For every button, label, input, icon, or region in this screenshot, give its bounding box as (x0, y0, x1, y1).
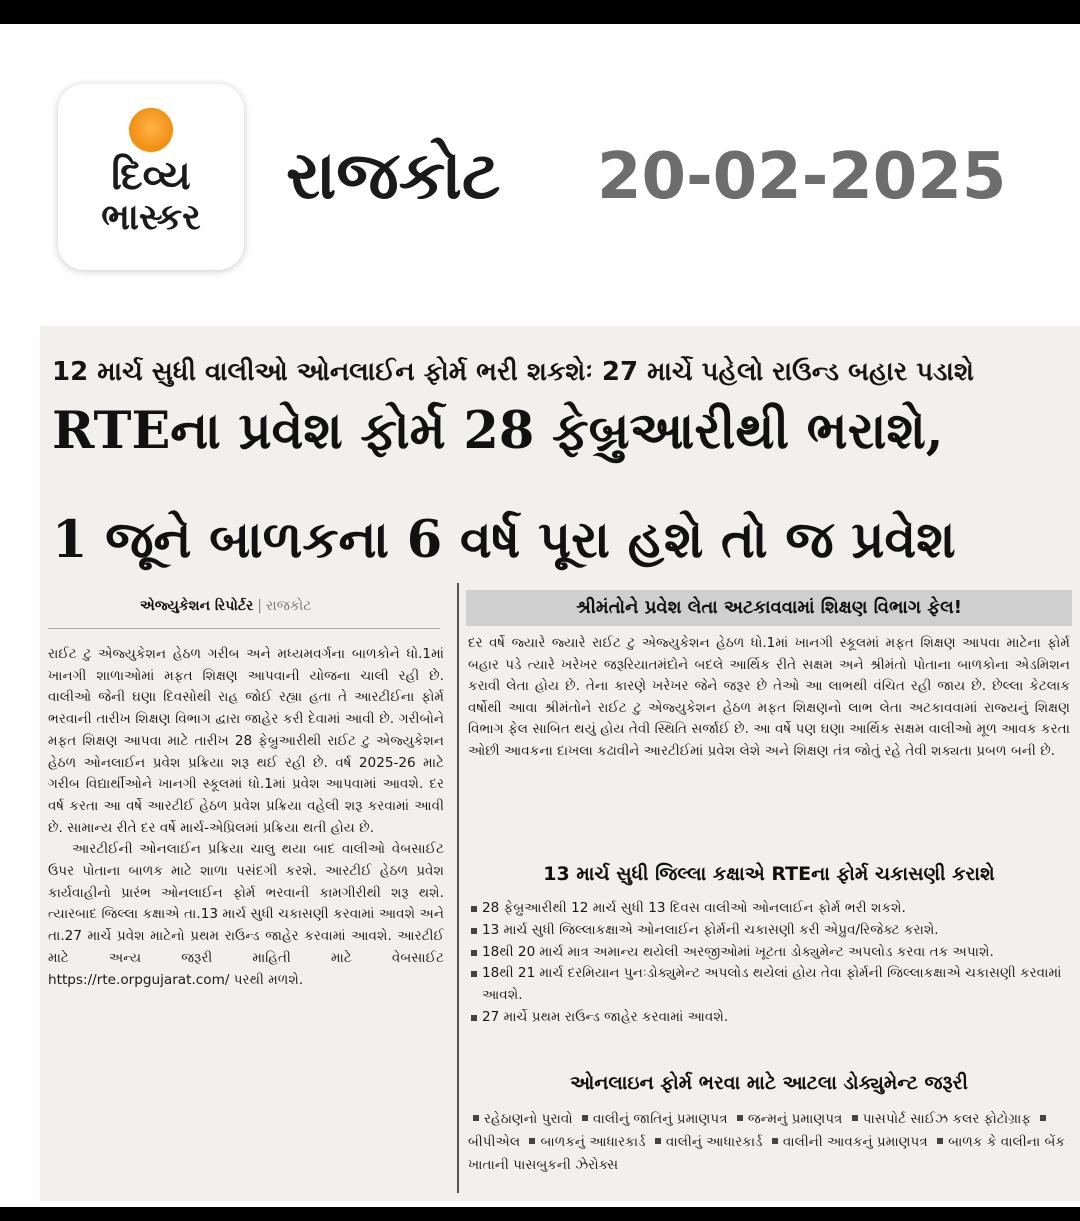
document-item: બાળક કે વાલીના બેંક ખાતાની પાસબુકની ઝેરોક્સ (468, 1134, 1066, 1173)
bullet-icon (937, 1138, 943, 1144)
document-item: વાલીનું આધારકાર્ડ (665, 1134, 763, 1150)
bullet-icon (529, 1138, 535, 1144)
schedule-list (468, 898, 1070, 1029)
bullet-icon (852, 1115, 858, 1121)
sun-icon (129, 108, 173, 152)
byline-separator: | (257, 598, 262, 614)
bullet-icon (1040, 1115, 1046, 1121)
logo-line2: ભાસ્કર (101, 197, 201, 238)
divya-bhaskar-logo (58, 84, 244, 270)
bullet-icon (655, 1138, 661, 1144)
bullet-icon (772, 1138, 778, 1144)
body-paragraph-2: આરટીઈની ઓનલાઈન પ્રક્રિયા ચાલુ થયા બાદ વાલીઓ વેબસાઈટ ઉપર પોતાના બાળક માટે શાળા પસંદગી કરશે. આરટીઈ હેઠળ પ્રવેશ કાર્યવાહીનો પ્રારંભ ઓનલાઈન ફોર્મ ભરવાની કામગીરીથી શરૂ થશે. ત્યારબાદ જિલ્લા કક્ષાએ તા.13 માર્ચ સુધી ચકાસણી કરવામાં આવશે અને તા.27 માર્ચે પ્રવેશ માટેનો પ્રથમ રાઉન્ડ જાહેર કરવામાં આવશે. આરટીઈ માટે અન્ય જરૂરી માહિતી માટે વેબસાઈટ https://rte.orpgujarat.com/ પરથી મળશે. (48, 841, 444, 988)
edition-date: 20-02-2025 (597, 140, 1007, 214)
body-paragraph-1: રાઈટ ટુ એજ્યુકેશન હેઠળ ગરીબ અને મધ્યમવર્ગના બાળકોને ધો.1માં ખાનગી શાળાઓમાં મફત શિક્ષણ આપવાની યોજના ચાલી રહી છે. વાલીઓ જેની ઘણા દિવસોથી રાહ જોઈ રહ્યા હતા તે આરટીઈના ફોર્મ ભરવાની તારીખ શિક્ષણ વિભાગ દ્વારા જાહેર કરી દેવામાં આવી છે. ગરીબોને મફત શિક્ષણ આપવા માટે તારીખ 28 ફેબ્રુઆરીથી રાઈટ ટુ એજ્યુકેશન હેઠળ ઓનલાઈન પ્રવેશ પ્રક્રિયા શરૂ થઈ રહી છે. વર્ષ 2025-26 માટે ગરીબ વિદ્યાર્થીઓને ખાનગી સ્કૂલમાં ધો.1માં પ્રવેશ આપવામાં આવશે. દર વર્ષ કરતા આ વર્ષે આરટીઈ હેઠળ પ્રવેશ પ્રક્રિયા વહેલી શરૂ કરવામાં આવી છે. સામાન્ય રીતે દર વર્ષે માર્ચ-એપ્રિલમાં પ્રક્રિયા થતી હોય છે. (48, 646, 444, 836)
sidebar-paragraph: દર વર્ષે જ્યારે જ્યારે રાઈટ ટુ એજ્યુકેશન હેઠળ ધો.1માં ખાનગી સ્કૂલમાં મફત શિક્ષણ આપવા માટેના ફોર્મ બહાર પડે ત્યારે ખરેખર જરૂરિયાતમંદોને બદલે આર્થિક રીતે સક્ષમ અને શ્રીમંતો પોતાના બાળકોના એડમિશન કરાવી લેતા હોય છે. તેના કારણે ખરેખર જેને જરૂર છે તેઓ આ લાભથી વંચિત રહી જાય છે. છેલ્લા કેટલાક વર્ષોથી આવા શ્રીમંતોને રાઈટ ટુ એજ્યુકેશન હેઠળ મફત શિક્ષણનો લાભ લેતા અટકાવવામાં રાજ્યનું શિક્ષણ વિભાગ ફેલ સાબિત થયું હોય તેવી સ્થિતિ સર્જાઈ છે. આ વર્ષે પણ ઘણા આર્થિક સક્ષમ વાલીઓ મૂળ આવક કરતા ઓછી આવકના દાખલા કઢાવીને આરટીઈમાં પ્રવેશ લેશે અને શિક્ષણ તંત્ર જોતું રહે તેવી શક્યતા પ્રબળ બની છે. (468, 635, 1070, 759)
article-kicker: 12 માર્ચ સુધી વાલીઓ ઓનલાઈન ફોર્મ ભરી શકશેઃ 27 માર્ચે પહેલો રાઉન્ડ બહાર પડાશે (52, 357, 974, 387)
sidebar-body (468, 633, 1070, 763)
headline-line2: 1 જૂને બાળકના 6 વર્ષ પૂરા હશે તો જ પ્રવેશ (52, 510, 956, 570)
bullet-icon (582, 1115, 588, 1121)
document-item: રહેઠાણનો પુરાવો (484, 1111, 573, 1127)
documents-list (468, 1108, 1070, 1177)
document-item: પાસપોર્ટ સાઈઝ કલર ફોટોગ્રાફ (862, 1111, 1032, 1127)
bottom-black-bar (0, 1207, 1080, 1221)
document-item: બીપીએલ (468, 1134, 521, 1150)
column-divider (457, 583, 459, 1193)
byline-place: રાજકોટ (265, 598, 312, 614)
document-item: વાલીની આવકનું પ્રમાણપત્ર (782, 1134, 928, 1150)
byline-author: એજ્યુકેશન રિપોર્ટર (140, 598, 254, 614)
byline (140, 598, 311, 614)
list-item: 13 માર્ચ સુધી જિલ્લાકક્ષાએ ઓનલાઈન ફોર્મની ચકાસણી કરી એપ્રુવ/રિજેક્ટ કરાશે. (468, 920, 1070, 942)
sidebar-title: શ્રીમંતોને પ્રવેશ લેતા અટકાવવામાં શિક્ષણ વિભાગ ફેલ! (466, 590, 1072, 626)
bullet-icon (737, 1115, 743, 1121)
list-item: 28 ફેબ્રુઆરીથી 12 માર્ચ સુધી 13 દિવસ વાલીઓ ઓનલાઈન ફોર્મ ભરી શકશે. (468, 898, 1070, 920)
logo-line1: દિવ્ય (111, 153, 191, 199)
document-item: જન્મનું પ્રમાણપત્ર (747, 1111, 843, 1127)
document-item: બાળકનું આધારકાર્ડ (540, 1134, 646, 1150)
documents-title: ઓનલાઇન ફોર્મ ભરવા માટે આટલા ડોક્યુમેન્ટ જરૂરી (570, 1072, 968, 1094)
schedule-title: 13 માર્ચ સુધી જિલ્લા કક્ષાએ RTEના ફોર્મ ચકાસણી કરાશે (543, 863, 995, 885)
list-item: 18થી 21 માર્ચ દરમિયાન પુનઃડોક્યુમેન્ટ અપલોડ થયેલાં હોય તેવા ફોર્મની જિલ્લાકક્ષાએ ચકાસણી કરવામાં આવશે. (468, 963, 1070, 1007)
bullet-icon (473, 1115, 479, 1121)
top-black-bar (0, 0, 1080, 24)
byline-rule (48, 628, 440, 629)
document-item: વાલીનું જાતિનું પ્રમાણપત્ર (593, 1111, 728, 1127)
headline-line1: RTEના પ્રવેશ ફોર્મ 28 ફેબ્રુઆરીથી ભરાશે, (52, 401, 944, 461)
article-body (48, 644, 444, 991)
list-item: 18થી 20 માર્ચ માત્ર અમાન્ય થયેલી અરજીઓમાં ખૂટતા ડોક્યુમેન્ટ અપલોડ કરવા તક અપાશે. (468, 942, 1070, 964)
list-item: 27 માર્ચે પ્રથમ રાઉન્ડ જાહેર કરવામાં આવશે. (468, 1007, 1070, 1029)
edition-city: રાજકોટ (286, 137, 501, 214)
